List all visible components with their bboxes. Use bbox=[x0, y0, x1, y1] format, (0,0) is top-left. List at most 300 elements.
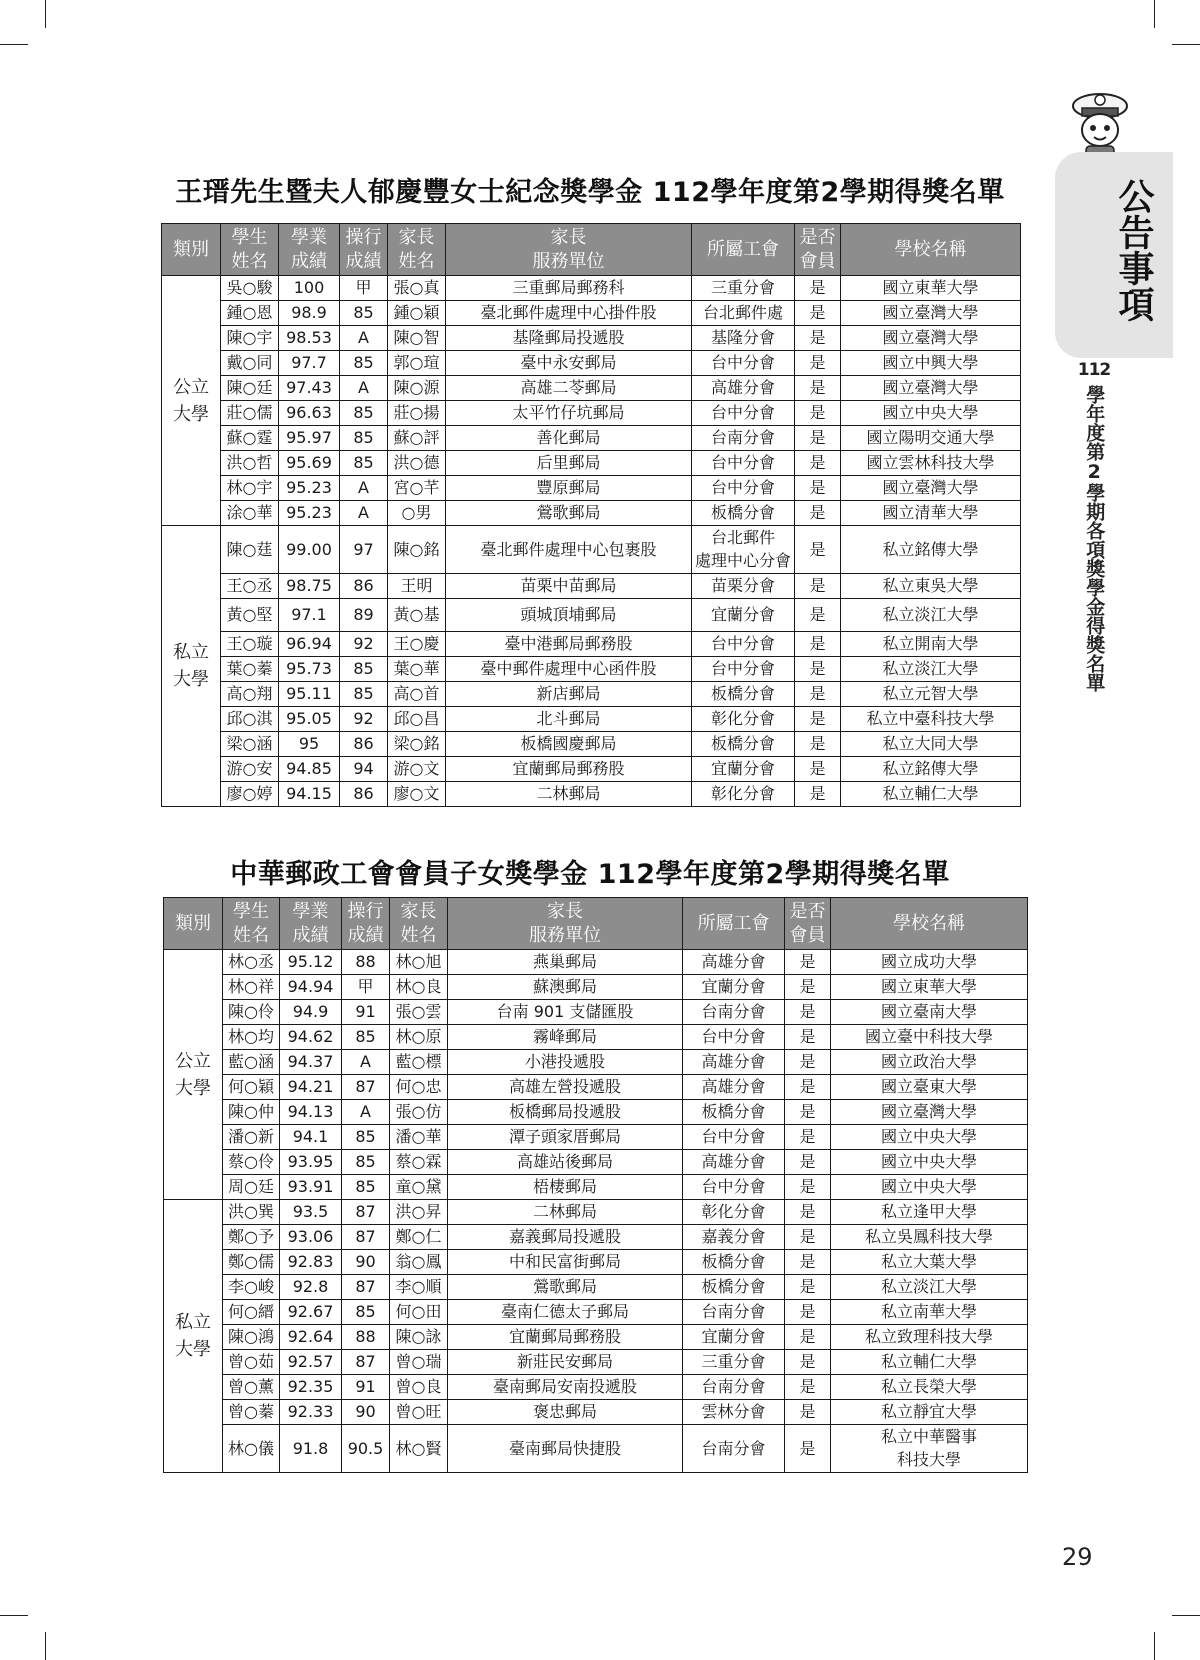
member-cell: 是 bbox=[785, 1200, 831, 1225]
academic-score-cell: 99.00 bbox=[279, 526, 340, 574]
parent-name-cell: 黃○基 bbox=[388, 599, 446, 632]
conduct-score-cell: 90 bbox=[342, 1250, 390, 1275]
academic-score-cell: 93.5 bbox=[280, 1200, 342, 1225]
union-branch-cell: 台北郵件 處理中心分會 bbox=[692, 526, 795, 574]
academic-score-cell: 95.69 bbox=[279, 451, 340, 476]
column-header: 學業 成績 bbox=[279, 224, 340, 276]
parent-name-cell: 高○首 bbox=[388, 682, 446, 707]
table-row bbox=[162, 526, 1021, 574]
student-name-cell: 陳○仲 bbox=[223, 1100, 280, 1125]
academic-score-cell: 95 bbox=[279, 732, 340, 757]
parent-workplace-cell: 太平竹仔坑郵局 bbox=[446, 401, 692, 426]
parent-name-cell: 曾○旺 bbox=[390, 1400, 448, 1425]
school-name-cell: 國立臺中科技大學 bbox=[831, 1025, 1028, 1050]
union-branch-cell: 台中分會 bbox=[692, 476, 795, 501]
conduct-score-cell: 91 bbox=[342, 1375, 390, 1400]
student-name-cell: 王○丞 bbox=[221, 574, 279, 599]
student-name-cell: 藍○涵 bbox=[223, 1050, 280, 1075]
member-cell: 是 bbox=[785, 1125, 831, 1150]
parent-name-cell: 梁○銘 bbox=[388, 732, 446, 757]
table-row bbox=[164, 1075, 1028, 1100]
table-row bbox=[162, 782, 1021, 807]
student-name-cell: 莊○儒 bbox=[221, 401, 279, 426]
school-name-cell: 國立清華大學 bbox=[841, 501, 1021, 526]
parent-workplace-cell: 鶯歌郵局 bbox=[448, 1275, 683, 1300]
member-cell: 是 bbox=[795, 599, 841, 632]
union-branch-cell: 台南分會 bbox=[683, 1300, 785, 1325]
parent-workplace-cell: 高雄左營投遞股 bbox=[448, 1075, 683, 1100]
school-name-cell: 私立東吳大學 bbox=[841, 574, 1021, 599]
union-branch-cell: 高雄分會 bbox=[683, 1150, 785, 1175]
school-name-cell: 私立致理科技大學 bbox=[831, 1325, 1028, 1350]
student-name-cell: 涂○華 bbox=[221, 501, 279, 526]
academic-score-cell: 98.75 bbox=[279, 574, 340, 599]
academic-score-cell: 93.06 bbox=[280, 1225, 342, 1250]
student-name-cell: 林○丞 bbox=[223, 950, 280, 975]
student-name-cell: 林○均 bbox=[223, 1025, 280, 1050]
parent-workplace-cell: 霧峰郵局 bbox=[448, 1025, 683, 1050]
conduct-score-cell: A bbox=[340, 326, 388, 351]
table-header-row bbox=[164, 898, 1028, 950]
table-row bbox=[162, 574, 1021, 599]
academic-score-cell: 98.9 bbox=[279, 301, 340, 326]
academic-score-cell: 94.37 bbox=[280, 1050, 342, 1075]
parent-name-cell: ○男 bbox=[388, 501, 446, 526]
column-header: 家長 姓名 bbox=[390, 898, 448, 950]
school-name-cell: 國立成功大學 bbox=[831, 950, 1028, 975]
parent-name-cell: 童○黛 bbox=[390, 1175, 448, 1200]
student-name-cell: 曾○蓁 bbox=[223, 1400, 280, 1425]
academic-score-cell: 97.43 bbox=[279, 376, 340, 401]
conduct-score-cell: 86 bbox=[340, 732, 388, 757]
column-header: 學生 姓名 bbox=[221, 224, 279, 276]
column-header: 類別 bbox=[162, 224, 221, 276]
student-name-cell: 王○璇 bbox=[221, 632, 279, 657]
parent-name-cell: 王○慶 bbox=[388, 632, 446, 657]
parent-name-cell: 林○良 bbox=[390, 975, 448, 1000]
school-name-cell: 私立淡江大學 bbox=[831, 1275, 1028, 1300]
union-branch-cell: 高雄分會 bbox=[683, 1075, 785, 1100]
parent-workplace-cell: 頭城頂埔郵局 bbox=[446, 599, 692, 632]
category-cell: 公立 大學 bbox=[162, 276, 221, 526]
student-name-cell: 鍾○恩 bbox=[221, 301, 279, 326]
member-cell: 是 bbox=[785, 1050, 831, 1075]
table-row bbox=[162, 682, 1021, 707]
conduct-score-cell: 86 bbox=[340, 574, 388, 599]
school-name-cell: 私立中臺科技大學 bbox=[841, 707, 1021, 732]
table-row bbox=[162, 401, 1021, 426]
union-branch-cell: 台南分會 bbox=[683, 1425, 785, 1473]
parent-name-cell: 陳○智 bbox=[388, 326, 446, 351]
student-name-cell: 林○儀 bbox=[223, 1425, 280, 1473]
union-branch-cell: 高雄分會 bbox=[683, 1050, 785, 1075]
academic-score-cell: 93.95 bbox=[280, 1150, 342, 1175]
table-row bbox=[164, 1050, 1028, 1075]
school-name-cell: 私立大葉大學 bbox=[831, 1250, 1028, 1275]
table-row bbox=[162, 451, 1021, 476]
crop-mark bbox=[45, 0, 46, 28]
conduct-score-cell: 85 bbox=[342, 1175, 390, 1200]
conduct-score-cell: 85 bbox=[340, 401, 388, 426]
parent-name-cell: 洪○德 bbox=[388, 451, 446, 476]
member-cell: 是 bbox=[795, 526, 841, 574]
union-branch-cell: 台南分會 bbox=[692, 426, 795, 451]
student-name-cell: 陳○宇 bbox=[221, 326, 279, 351]
member-cell: 是 bbox=[795, 301, 841, 326]
table-row bbox=[164, 1000, 1028, 1025]
conduct-score-cell: 85 bbox=[340, 682, 388, 707]
member-cell: 是 bbox=[795, 782, 841, 807]
school-name-cell: 國立臺灣大學 bbox=[841, 376, 1021, 401]
parent-workplace-cell: 新莊民安郵局 bbox=[448, 1350, 683, 1375]
conduct-score-cell: 92 bbox=[340, 707, 388, 732]
category-cell: 公立 大學 bbox=[164, 950, 223, 1200]
student-name-cell: 廖○婷 bbox=[221, 782, 279, 807]
parent-workplace-cell: 臺南郵局安南投遞股 bbox=[448, 1375, 683, 1400]
crop-mark bbox=[1154, 1632, 1155, 1660]
table-row bbox=[162, 707, 1021, 732]
student-name-cell: 陳○伶 bbox=[223, 1000, 280, 1025]
parent-name-cell: 陳○銘 bbox=[388, 526, 446, 574]
student-name-cell: 洪○哲 bbox=[221, 451, 279, 476]
student-name-cell: 黃○堅 bbox=[221, 599, 279, 632]
academic-score-cell: 95.97 bbox=[279, 426, 340, 451]
side-tab-label: 公告事項 bbox=[1113, 178, 1154, 322]
academic-score-cell: 94.62 bbox=[280, 1025, 342, 1050]
academic-score-cell: 92.57 bbox=[280, 1350, 342, 1375]
parent-workplace-cell: 苗栗中苗郵局 bbox=[446, 574, 692, 599]
conduct-score-cell: A bbox=[342, 1100, 390, 1125]
member-cell: 是 bbox=[785, 1325, 831, 1350]
academic-score-cell: 92.67 bbox=[280, 1300, 342, 1325]
parent-name-cell: 鍾○穎 bbox=[388, 301, 446, 326]
academic-score-cell: 92.35 bbox=[280, 1375, 342, 1400]
parent-workplace-cell: 嘉義郵局投遞股 bbox=[448, 1225, 683, 1250]
column-header: 家長 姓名 bbox=[388, 224, 446, 276]
conduct-score-cell: A bbox=[340, 376, 388, 401]
school-name-cell: 國立東華大學 bbox=[831, 975, 1028, 1000]
union-branch-cell: 彰化分會 bbox=[692, 707, 795, 732]
column-header: 家長 服務單位 bbox=[446, 224, 692, 276]
member-cell: 是 bbox=[795, 682, 841, 707]
table-row bbox=[164, 1400, 1028, 1425]
academic-score-cell: 95.11 bbox=[279, 682, 340, 707]
parent-workplace-cell: 基隆郵局投遞股 bbox=[446, 326, 692, 351]
union-branch-cell: 台北郵件處 bbox=[692, 301, 795, 326]
table-row bbox=[164, 1150, 1028, 1175]
parent-name-cell: 何○忠 bbox=[390, 1075, 448, 1100]
parent-workplace-cell: 三重郵局郵務科 bbox=[446, 276, 692, 301]
student-name-cell: 李○峻 bbox=[223, 1275, 280, 1300]
parent-workplace-cell: 善化郵局 bbox=[446, 426, 692, 451]
member-cell: 是 bbox=[785, 1425, 831, 1473]
member-cell: 是 bbox=[785, 1375, 831, 1400]
school-name-cell: 私立吳鳳科技大學 bbox=[831, 1225, 1028, 1250]
academic-score-cell: 95.12 bbox=[280, 950, 342, 975]
parent-workplace-cell: 臺中郵件處理中心函件股 bbox=[446, 657, 692, 682]
conduct-score-cell: 90.5 bbox=[342, 1425, 390, 1473]
union-branch-cell: 板橋分會 bbox=[692, 732, 795, 757]
parent-workplace-cell: 宜蘭郵局郵務股 bbox=[448, 1325, 683, 1350]
parent-workplace-cell: 豐原郵局 bbox=[446, 476, 692, 501]
union-branch-cell: 台中分會 bbox=[683, 1175, 785, 1200]
parent-name-cell: 翁○鳳 bbox=[390, 1250, 448, 1275]
academic-score-cell: 95.23 bbox=[279, 476, 340, 501]
union-branch-cell: 基隆分會 bbox=[692, 326, 795, 351]
academic-score-cell: 100 bbox=[279, 276, 340, 301]
school-name-cell: 國立中央大學 bbox=[831, 1150, 1028, 1175]
table-row bbox=[164, 975, 1028, 1000]
parent-name-cell: 張○雲 bbox=[390, 1000, 448, 1025]
conduct-score-cell: 87 bbox=[342, 1350, 390, 1375]
member-cell: 是 bbox=[785, 1075, 831, 1100]
parent-name-cell: 李○順 bbox=[390, 1275, 448, 1300]
academic-score-cell: 94.21 bbox=[280, 1075, 342, 1100]
conduct-score-cell: 85 bbox=[340, 426, 388, 451]
conduct-score-cell: 85 bbox=[342, 1025, 390, 1050]
member-cell: 是 bbox=[795, 376, 841, 401]
parent-name-cell: 宮○芊 bbox=[388, 476, 446, 501]
member-cell: 是 bbox=[795, 326, 841, 351]
parent-name-cell: 曾○瑞 bbox=[390, 1350, 448, 1375]
column-header: 學校名稱 bbox=[831, 898, 1028, 950]
parent-workplace-cell: 北斗郵局 bbox=[446, 707, 692, 732]
conduct-score-cell: 88 bbox=[342, 950, 390, 975]
conduct-score-cell: 85 bbox=[340, 657, 388, 682]
school-name-cell: 國立臺灣大學 bbox=[841, 476, 1021, 501]
student-name-cell: 曾○茹 bbox=[223, 1350, 280, 1375]
parent-name-cell: 曾○良 bbox=[390, 1375, 448, 1400]
academic-score-cell: 94.15 bbox=[279, 782, 340, 807]
table-row bbox=[164, 1250, 1028, 1275]
academic-score-cell: 92.8 bbox=[280, 1275, 342, 1300]
school-name-cell: 私立輔仁大學 bbox=[841, 782, 1021, 807]
parent-workplace-cell: 燕巢郵局 bbox=[448, 950, 683, 975]
table-row bbox=[162, 757, 1021, 782]
conduct-score-cell: 甲 bbox=[340, 276, 388, 301]
school-name-cell: 國立臺南大學 bbox=[831, 1000, 1028, 1025]
parent-workplace-cell: 臺北郵件處理中心包裹股 bbox=[446, 526, 692, 574]
conduct-score-cell: A bbox=[342, 1050, 390, 1075]
member-cell: 是 bbox=[795, 707, 841, 732]
academic-score-cell: 95.23 bbox=[279, 501, 340, 526]
table-row bbox=[162, 426, 1021, 451]
section1-title: 王瑨先生暨夫人郁慶豐女士紀念獎學金 112學年度第2學期得獎名單 bbox=[175, 177, 1005, 208]
table-row bbox=[164, 1025, 1028, 1050]
crop-mark bbox=[0, 1615, 28, 1616]
union-branch-cell: 台中分會 bbox=[692, 451, 795, 476]
student-name-cell: 陳○莛 bbox=[221, 526, 279, 574]
academic-score-cell: 92.33 bbox=[280, 1400, 342, 1425]
parent-workplace-cell: 梧棲郵局 bbox=[448, 1175, 683, 1200]
school-name-cell: 國立政治大學 bbox=[831, 1050, 1028, 1075]
school-name-cell: 國立中央大學 bbox=[831, 1125, 1028, 1150]
section2-awards-table bbox=[163, 897, 1028, 1473]
academic-score-cell: 96.63 bbox=[279, 401, 340, 426]
parent-name-cell: 潘○華 bbox=[390, 1125, 448, 1150]
union-branch-cell: 三重分會 bbox=[683, 1350, 785, 1375]
side-subtitle-number: 112 bbox=[1077, 360, 1111, 380]
union-branch-cell: 板橋分會 bbox=[683, 1100, 785, 1125]
school-name-cell: 私立逢甲大學 bbox=[831, 1200, 1028, 1225]
union-branch-cell: 台南分會 bbox=[683, 1000, 785, 1025]
parent-workplace-cell: 板橋國慶郵局 bbox=[446, 732, 692, 757]
member-cell: 是 bbox=[785, 1000, 831, 1025]
school-name-cell: 國立臺灣大學 bbox=[831, 1100, 1028, 1125]
conduct-score-cell: 87 bbox=[342, 1275, 390, 1300]
conduct-score-cell: A bbox=[340, 501, 388, 526]
union-branch-cell: 板橋分會 bbox=[683, 1275, 785, 1300]
section1-awards-table bbox=[161, 223, 1021, 807]
conduct-score-cell: 85 bbox=[342, 1300, 390, 1325]
member-cell: 是 bbox=[795, 451, 841, 476]
school-name-cell: 國立臺東大學 bbox=[831, 1075, 1028, 1100]
side-subtitle bbox=[1076, 358, 1112, 692]
school-name-cell: 私立靜宜大學 bbox=[831, 1400, 1028, 1425]
academic-score-cell: 94.1 bbox=[280, 1125, 342, 1150]
conduct-score-cell: 89 bbox=[340, 599, 388, 632]
table-row bbox=[164, 1125, 1028, 1150]
member-cell: 是 bbox=[785, 950, 831, 975]
parent-workplace-cell: 后里郵局 bbox=[446, 451, 692, 476]
student-name-cell: 蔡○伶 bbox=[223, 1150, 280, 1175]
table-row bbox=[164, 1175, 1028, 1200]
school-name-cell: 私立中華醫事 科技大學 bbox=[831, 1425, 1028, 1473]
union-branch-cell: 台中分會 bbox=[683, 1125, 785, 1150]
table-row bbox=[164, 1425, 1028, 1473]
academic-score-cell: 95.05 bbox=[279, 707, 340, 732]
parent-name-cell: 廖○文 bbox=[388, 782, 446, 807]
union-branch-cell: 台南分會 bbox=[683, 1375, 785, 1400]
school-name-cell: 私立銘傳大學 bbox=[841, 526, 1021, 574]
student-name-cell: 潘○新 bbox=[223, 1125, 280, 1150]
conduct-score-cell: 87 bbox=[342, 1200, 390, 1225]
parent-name-cell: 蔡○霖 bbox=[390, 1150, 448, 1175]
member-cell: 是 bbox=[785, 1350, 831, 1375]
union-branch-cell: 三重分會 bbox=[692, 276, 795, 301]
column-header: 學業 成績 bbox=[280, 898, 342, 950]
parent-workplace-cell: 中和民富街郵局 bbox=[448, 1250, 683, 1275]
parent-workplace-cell: 高雄二苓郵局 bbox=[446, 376, 692, 401]
column-header: 類別 bbox=[164, 898, 223, 950]
union-branch-cell: 雲林分會 bbox=[683, 1400, 785, 1425]
school-name-cell: 國立東華大學 bbox=[841, 276, 1021, 301]
member-cell: 是 bbox=[785, 1175, 831, 1200]
member-cell: 是 bbox=[795, 732, 841, 757]
table-row bbox=[162, 351, 1021, 376]
conduct-score-cell: 97 bbox=[340, 526, 388, 574]
union-branch-cell: 板橋分會 bbox=[683, 1250, 785, 1275]
school-name-cell: 私立淡江大學 bbox=[841, 657, 1021, 682]
parent-workplace-cell: 蘇澳郵局 bbox=[448, 975, 683, 1000]
parent-workplace-cell: 臺中永安郵局 bbox=[446, 351, 692, 376]
parent-workplace-cell: 板橋郵局投遞股 bbox=[448, 1100, 683, 1125]
member-cell: 是 bbox=[795, 401, 841, 426]
union-branch-cell: 宜蘭分會 bbox=[683, 975, 785, 1000]
parent-name-cell: 張○仿 bbox=[390, 1100, 448, 1125]
parent-workplace-cell: 臺北郵件處理中心掛件股 bbox=[446, 301, 692, 326]
parent-workplace-cell: 新店郵局 bbox=[446, 682, 692, 707]
parent-name-cell: 陳○源 bbox=[388, 376, 446, 401]
conduct-score-cell: 88 bbox=[342, 1325, 390, 1350]
school-name-cell: 國立雲林科技大學 bbox=[841, 451, 1021, 476]
parent-workplace-cell: 高雄站後郵局 bbox=[448, 1150, 683, 1175]
conduct-score-cell: 91 bbox=[342, 1000, 390, 1025]
table-row bbox=[164, 1200, 1028, 1225]
parent-workplace-cell: 褒忠郵局 bbox=[448, 1400, 683, 1425]
union-branch-cell: 板橋分會 bbox=[692, 682, 795, 707]
parent-workplace-cell: 台南 901 支儲匯股 bbox=[448, 1000, 683, 1025]
conduct-score-cell: 87 bbox=[342, 1225, 390, 1250]
school-name-cell: 私立長榮大學 bbox=[831, 1375, 1028, 1400]
academic-score-cell: 91.8 bbox=[280, 1425, 342, 1473]
school-name-cell: 國立中央大學 bbox=[841, 401, 1021, 426]
union-branch-cell: 嘉義分會 bbox=[683, 1225, 785, 1250]
conduct-score-cell: 85 bbox=[342, 1150, 390, 1175]
school-name-cell: 私立輔仁大學 bbox=[831, 1350, 1028, 1375]
student-name-cell: 鄭○予 bbox=[223, 1225, 280, 1250]
conduct-score-cell: 90 bbox=[342, 1400, 390, 1425]
school-name-cell: 私立南華大學 bbox=[831, 1300, 1028, 1325]
member-cell: 是 bbox=[785, 1225, 831, 1250]
conduct-score-cell: 92 bbox=[340, 632, 388, 657]
parent-name-cell: 林○賢 bbox=[390, 1425, 448, 1473]
school-name-cell: 國立中央大學 bbox=[831, 1175, 1028, 1200]
parent-name-cell: 葉○華 bbox=[388, 657, 446, 682]
table-row bbox=[162, 632, 1021, 657]
student-name-cell: 洪○巽 bbox=[223, 1200, 280, 1225]
school-name-cell: 國立中興大學 bbox=[841, 351, 1021, 376]
union-branch-cell: 彰化分會 bbox=[692, 782, 795, 807]
member-cell: 是 bbox=[785, 1400, 831, 1425]
parent-workplace-cell: 臺南仁德太子郵局 bbox=[448, 1300, 683, 1325]
table-row bbox=[162, 599, 1021, 632]
parent-name-cell: 陳○詠 bbox=[390, 1325, 448, 1350]
parent-name-cell: 游○文 bbox=[388, 757, 446, 782]
parent-name-cell: 邱○昌 bbox=[388, 707, 446, 732]
parent-workplace-cell: 臺中港郵局郵務股 bbox=[446, 632, 692, 657]
table-header-row bbox=[162, 224, 1021, 276]
academic-score-cell: 93.91 bbox=[280, 1175, 342, 1200]
page-number: 29 bbox=[1062, 1543, 1093, 1571]
column-header: 是否 會員 bbox=[785, 898, 831, 950]
school-name-cell: 私立大同大學 bbox=[841, 732, 1021, 757]
school-name-cell: 私立開南大學 bbox=[841, 632, 1021, 657]
union-branch-cell: 台中分會 bbox=[692, 657, 795, 682]
union-branch-cell: 宜蘭分會 bbox=[683, 1325, 785, 1350]
union-branch-cell: 宜蘭分會 bbox=[692, 757, 795, 782]
column-header: 操行 成績 bbox=[340, 224, 388, 276]
academic-score-cell: 94.13 bbox=[280, 1100, 342, 1125]
side-subtitle-text: 學年度第2學期各項獎學金得獎名單 bbox=[1083, 384, 1106, 692]
academic-score-cell: 96.94 bbox=[279, 632, 340, 657]
academic-score-cell: 94.94 bbox=[280, 975, 342, 1000]
school-name-cell: 私立元智大學 bbox=[841, 682, 1021, 707]
conduct-score-cell: 85 bbox=[340, 351, 388, 376]
column-header: 學校名稱 bbox=[841, 224, 1021, 276]
academic-score-cell: 95.73 bbox=[279, 657, 340, 682]
parent-workplace-cell: 二林郵局 bbox=[448, 1200, 683, 1225]
student-name-cell: 何○穎 bbox=[223, 1075, 280, 1100]
union-branch-cell: 台中分會 bbox=[692, 351, 795, 376]
student-name-cell: 何○縉 bbox=[223, 1300, 280, 1325]
school-name-cell: 私立銘傳大學 bbox=[841, 757, 1021, 782]
school-name-cell: 私立淡江大學 bbox=[841, 599, 1021, 632]
student-name-cell: 梁○涵 bbox=[221, 732, 279, 757]
category-cell: 私立 大學 bbox=[162, 526, 221, 807]
union-branch-cell: 彰化分會 bbox=[683, 1200, 785, 1225]
table-row bbox=[164, 1275, 1028, 1300]
